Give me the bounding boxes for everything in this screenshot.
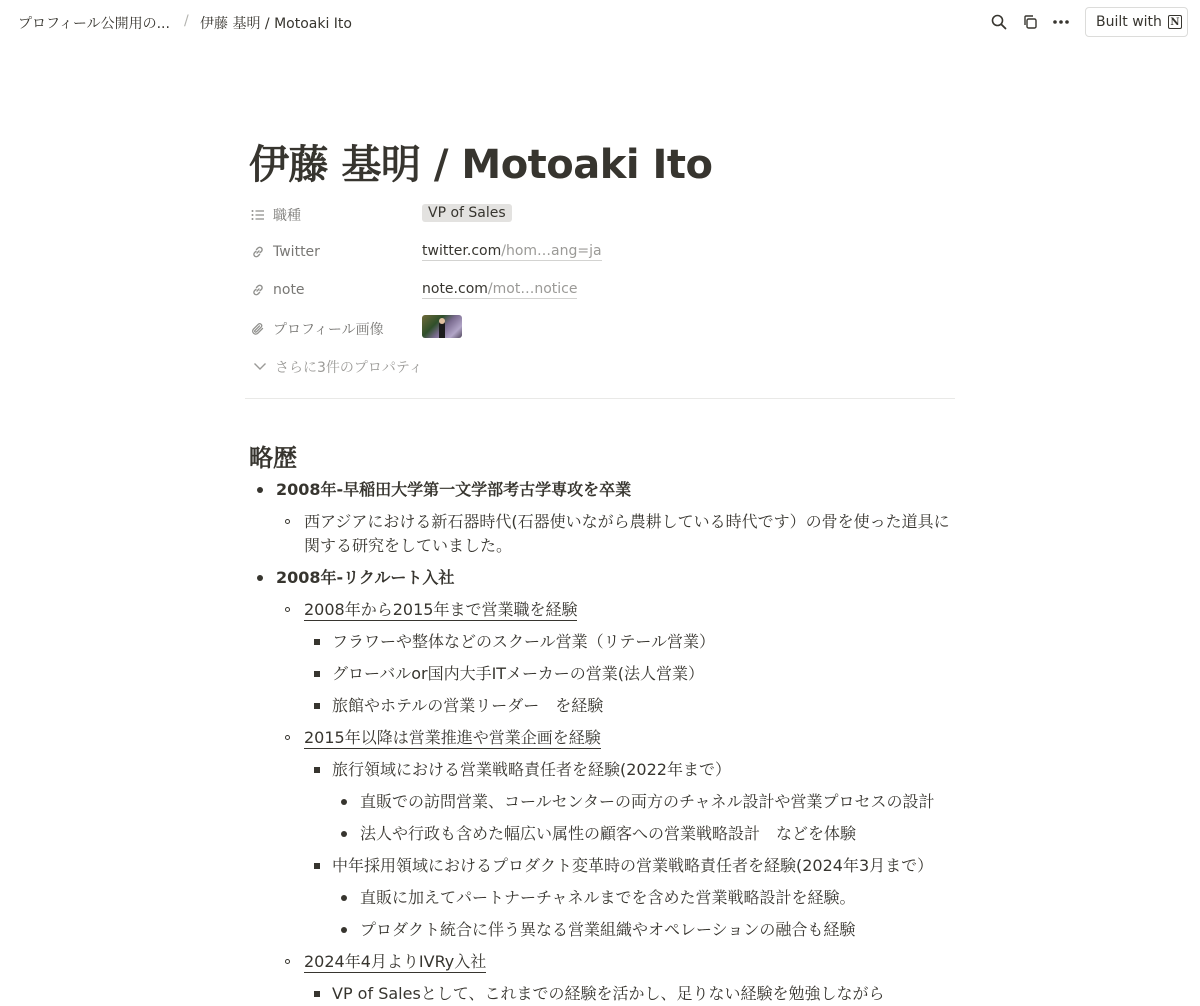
notion-logo-icon: N	[1168, 15, 1182, 29]
bullet-circle	[285, 607, 290, 612]
link-icon	[249, 281, 267, 299]
bullet-circle	[285, 735, 290, 740]
bullet-square	[314, 671, 320, 677]
property-role-label	[249, 205, 301, 225]
list-item: VP of Salesとして、これまでの経験を活かし、足りない経験を勉強しながら	[332, 984, 885, 1003]
list-item: 法人や行政も含めた幅広い属性の顧客への営業戦略設計 などを体験	[360, 824, 857, 843]
list-item: フラワーや整体などのスクール営業（リテール営業）	[332, 632, 716, 651]
list-item: 2008年-リクルート入社	[276, 568, 455, 587]
underlined-text: 2015年以降は営業推進や営業企画を経験	[304, 728, 601, 747]
page-title[interactable]: 伊藤 基明 / Motoaki Ito	[249, 142, 713, 188]
property-note-label	[249, 281, 305, 299]
bullet-square	[314, 991, 320, 997]
bullet-disc	[257, 487, 263, 493]
list-item: グローバルor国内大手ITメーカーの営業(法人営業）	[332, 664, 704, 683]
twitter-domain: twitter.com	[422, 243, 502, 259]
list-item: 直販での訪問営業、コールセンターの両方のチャネル設計や営業プロセスの設計	[360, 792, 935, 811]
paperclip-icon	[249, 320, 267, 338]
built-with-button[interactable]	[1085, 7, 1188, 37]
bullet-square	[314, 863, 320, 869]
thumbnail-head	[439, 318, 445, 324]
property-image-name: プロフィール画像	[273, 322, 384, 338]
list-item: 西アジアにおける新石器時代(石器使いながら農耕している時代です）の骨を使った道具に関する研究をしていました。	[304, 512, 950, 555]
property-twitter-name: Twitter	[273, 244, 320, 260]
list-item: 中年採用領域におけるプロダクト変革時の営業戦略責任者を経験(2024年3月まで）	[332, 856, 934, 875]
list-item	[304, 726, 601, 750]
list-item: 2008年-早稲田大学第一文学部考古学専攻を卒業	[276, 480, 632, 499]
bullet-disc	[341, 895, 347, 901]
search-icon[interactable]	[988, 11, 1010, 33]
twitter-link[interactable]	[422, 243, 602, 259]
note-link[interactable]	[422, 281, 577, 297]
list-item	[304, 950, 486, 974]
bullet-disc	[341, 799, 347, 805]
underlined-text: 2024年4月よりIVRy入社	[304, 952, 487, 971]
section-heading: 略歴	[249, 444, 297, 472]
bullet-circle	[285, 959, 290, 964]
role-tag: VP of Sales	[422, 204, 512, 222]
property-twitter-label	[249, 243, 320, 261]
bullet-square	[314, 767, 320, 773]
more-horizontal-icon[interactable]	[1050, 11, 1072, 33]
profile-image-thumbnail[interactable]	[422, 315, 462, 338]
property-note[interactable]	[249, 273, 949, 307]
list-item: プロダクト統合に伴う異なる営業組織やオペレーションの融合も経験	[360, 920, 856, 939]
property-twitter[interactable]	[249, 235, 949, 269]
property-role-name: 職種	[273, 208, 301, 224]
bullet-disc	[341, 831, 347, 837]
property-role-value[interactable]	[422, 205, 512, 221]
bullet-square	[314, 639, 320, 645]
bullet-circle	[285, 519, 290, 524]
bullet-disc	[257, 575, 263, 581]
chevron-down-icon	[253, 359, 267, 375]
list-item: 旅館やホテルの営業リーダー を経験	[332, 696, 604, 715]
property-note-name: note	[273, 282, 305, 298]
property-image[interactable]	[249, 311, 949, 345]
list-icon	[249, 206, 267, 224]
bullet-square	[314, 703, 320, 709]
list-item: 直販に加えてパートナーチャネルまでを含めた営業戦略設計を経験。	[360, 888, 856, 907]
built-with-label: Built with	[1096, 14, 1162, 30]
more-properties-label: さらに3件のプロパティ	[275, 360, 423, 376]
properties-divider	[245, 398, 955, 399]
twitter-path: /hom…ang=ja	[501, 243, 602, 259]
note-domain: note.com	[422, 281, 488, 297]
more-properties-toggle[interactable]	[253, 357, 423, 377]
property-image-label	[249, 319, 384, 339]
breadcrumb-parent[interactable]: プロフィール公開用の...	[18, 16, 170, 32]
bullet-disc	[341, 927, 347, 933]
link-icon	[249, 243, 267, 261]
underlined-text: 2008年から2015年まで営業職を経験	[304, 600, 578, 619]
breadcrumb-current[interactable]: 伊藤 基明 / Motoaki Ito	[200, 16, 352, 32]
breadcrumb-separator: /	[184, 13, 189, 29]
note-path: /mot…notice	[487, 281, 578, 297]
property-role[interactable]	[249, 197, 949, 231]
duplicate-icon[interactable]	[1019, 11, 1041, 33]
list-item: 旅行領域における営業戦略責任者を経験(2022年まで）	[332, 760, 731, 779]
top-bar	[0, 0, 1200, 45]
list-item	[304, 598, 577, 622]
